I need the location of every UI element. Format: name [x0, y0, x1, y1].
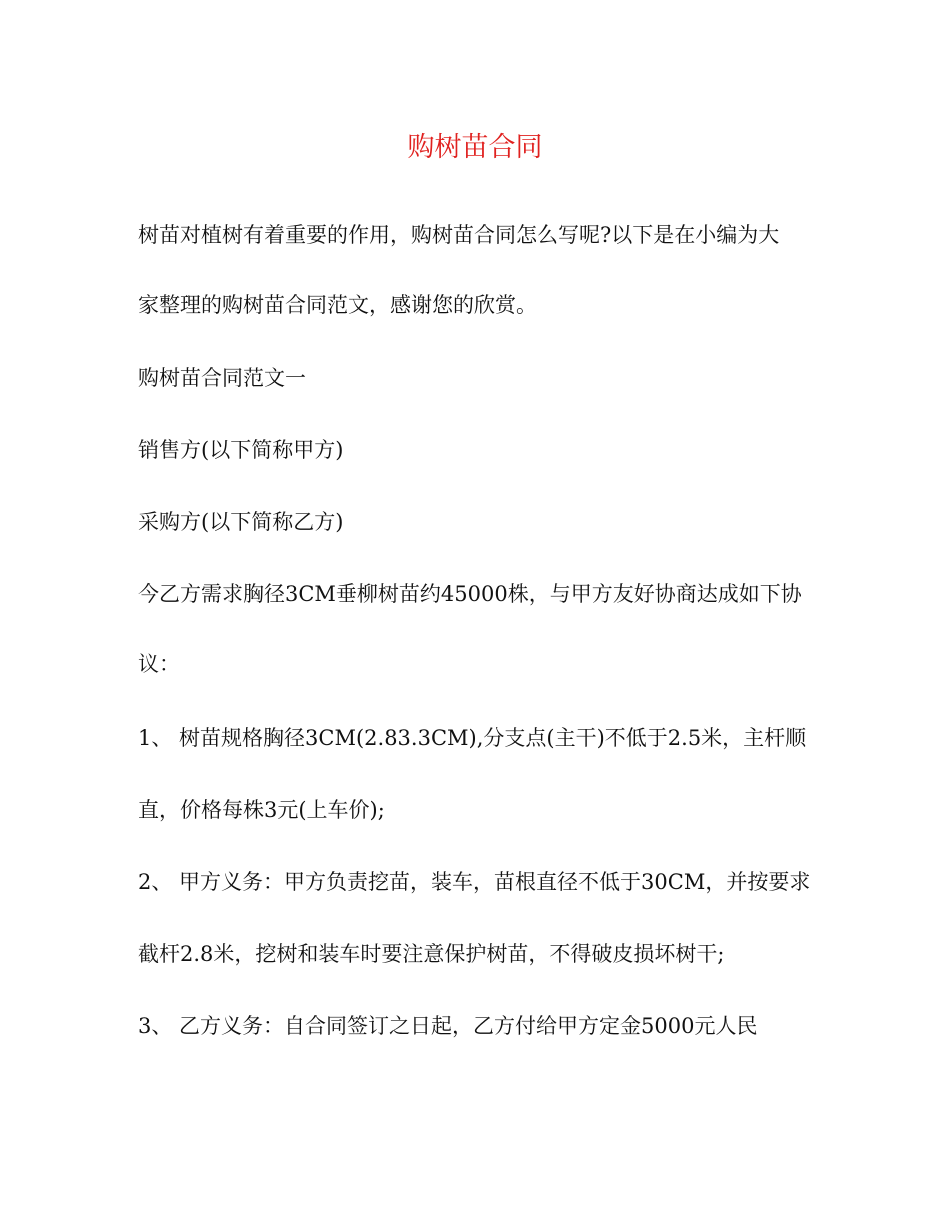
text-line: 购树苗合同范文一 — [138, 366, 306, 390]
text-line: 直，价格每株3元(上车价); — [138, 798, 385, 822]
text-line: 采购方(以下简称乙方) — [138, 510, 344, 534]
text-line: 截杆2.8米，挖树和装车时要注意保护树苗，不得破皮损坏树干; — [138, 942, 725, 966]
text-line: 销售方(以下简称甲方) — [138, 438, 344, 462]
text-line: 议： — [138, 652, 180, 676]
text-line: 今乙方需求胸径3CM垂柳树苗约45000株，与甲方友好协商达成如下协 — [138, 582, 802, 606]
text-line: 2、 甲方义务：甲方负责挖苗，装车，苗根直径不低于30CM，并按要求 — [138, 870, 811, 894]
document-title: 购树苗合同 — [407, 132, 543, 163]
text-line: 3、 乙方义务：自合同签订之日起，乙方付给甲方定金5000元人民 — [138, 1014, 758, 1038]
text-line: 1、 树苗规格胸径3CM(2.83.3CM),分支点(主干)不低于2.5米，主杆顺 — [138, 726, 807, 750]
text-line: 家整理的购树苗合同范文，感谢您的欣赏。 — [138, 293, 537, 317]
text-line: 树苗对植树有着重要的作用，购树苗合同怎么写呢?以下是在小编为大 — [138, 223, 780, 247]
